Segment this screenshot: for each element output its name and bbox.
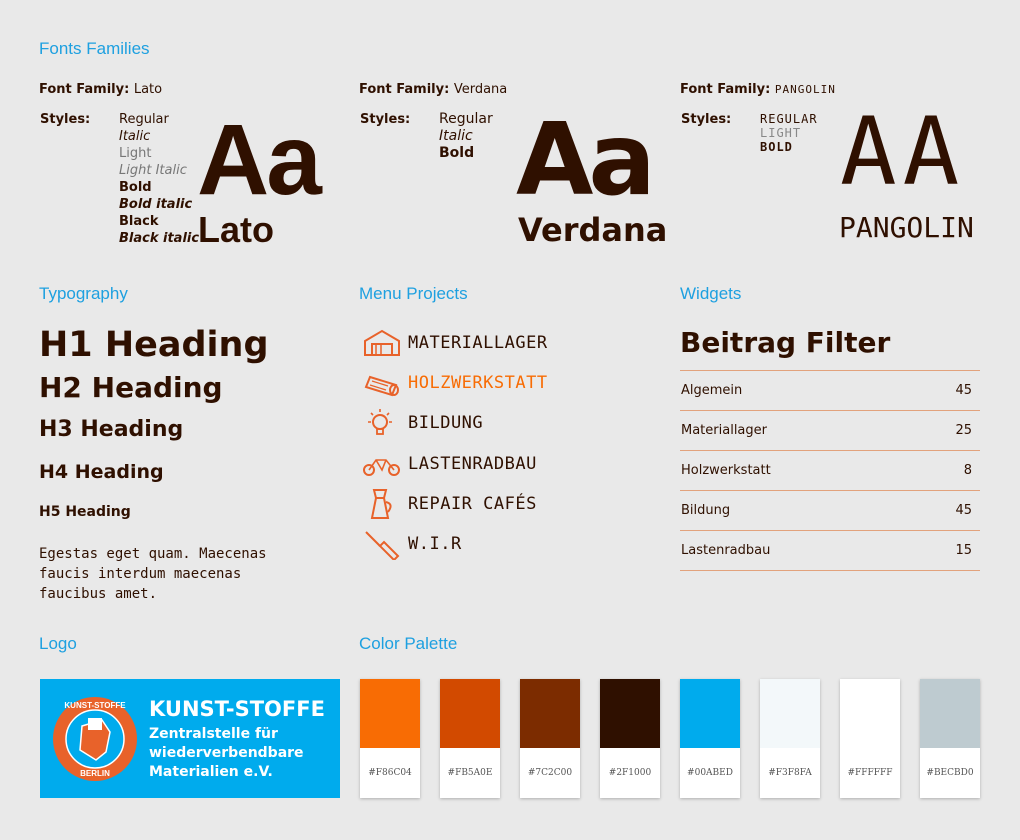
sample-aa-pangolin: AA	[840, 98, 966, 207]
h2-heading: H2 Heading	[39, 371, 223, 404]
section-title-widgets: Widgets	[680, 284, 742, 303]
style-bold: Bold	[119, 180, 152, 195]
coffee-pot-icon	[362, 488, 402, 520]
style-light: LIGHT	[760, 126, 802, 140]
screwdriver-icon	[362, 528, 402, 560]
filter-label: Materiallager	[681, 423, 767, 438]
color-swatch	[600, 679, 660, 798]
display-name-lato: Lato	[198, 209, 274, 250]
filter-row[interactable]	[680, 371, 980, 411]
filter-label: Lastenradbau	[681, 543, 771, 558]
logo-title: KUNST-STOFFE	[149, 697, 325, 721]
svg-text:KUNST-STOFFE: KUNST-STOFFE	[64, 701, 126, 710]
styles-label-verdana: Styles:	[360, 112, 411, 127]
style-light-italic: Light Italic	[119, 163, 187, 178]
color-hex: #F3F8FA	[768, 768, 812, 778]
color-hex: #FB5A0E	[447, 768, 493, 778]
h1-heading: H1 Heading	[39, 325, 269, 365]
font-family-label-lato: Font Family: Lato	[39, 82, 163, 97]
h3-heading: H3 Heading	[39, 417, 184, 442]
color-hex: #00ABED	[687, 768, 733, 778]
section-title-fonts: Fonts Families	[39, 39, 150, 58]
menu-label: REPAIR CAFÉS	[408, 494, 537, 514]
filter-row[interactable]	[680, 411, 980, 451]
styles-label-pangolin: Styles:	[681, 112, 732, 127]
menu-item-wir[interactable]	[362, 528, 462, 560]
filter-count: 8	[963, 463, 972, 478]
sample-aa-verdana: Aa	[516, 101, 651, 218]
filter-row[interactable]	[680, 491, 980, 531]
style-regular: REGULAR	[760, 112, 818, 126]
logo	[40, 679, 340, 798]
filter-count: 45	[955, 383, 972, 398]
color-hex: #F86C04	[368, 768, 412, 778]
display-name-pangolin: PANGOLIN	[839, 211, 974, 244]
filter-label: Algemein	[681, 383, 743, 398]
logo-subtitle: Zentralstelle für wiederverbendbare Materialien e.V.	[149, 726, 304, 780]
color-swatch	[440, 679, 500, 798]
sample-aa-lato: Aa	[197, 104, 319, 216]
section-title-palette: Color Palette	[359, 634, 458, 653]
h4-heading: H4 Heading	[39, 461, 164, 483]
style-bold-italic: Bold italic	[119, 197, 193, 212]
menu-label: LASTENRADBAU	[408, 454, 537, 474]
section-title-logo: Logo	[39, 634, 77, 653]
style-italic: Italic	[119, 129, 151, 144]
menu-label: W.I.R	[408, 534, 462, 554]
color-hex: #7C2C00	[527, 768, 573, 778]
color-swatch	[680, 679, 740, 798]
style-list-pangolin	[760, 112, 818, 154]
color-swatch	[360, 679, 420, 798]
color-swatch	[840, 679, 900, 798]
section-title-typography: Typography	[39, 284, 128, 303]
style-list-verdana	[439, 111, 493, 162]
lightbulb-icon	[362, 407, 402, 439]
body-text: Egestas eget quam. Maecenas faucis interdum maecenas faucibus amet.	[39, 546, 267, 602]
style-regular: Regular	[439, 111, 493, 127]
color-hex: #BECBD0	[926, 768, 974, 778]
h5-heading: H5 Heading	[39, 504, 131, 520]
menu-label: MATERIALLAGER	[408, 333, 548, 353]
menu-item-holzwerkstatt[interactable]	[362, 367, 548, 399]
color-swatch	[520, 679, 580, 798]
filter-label: Holzwerkstatt	[681, 463, 771, 478]
section-title-menu: Menu Projects	[359, 284, 468, 303]
filter-count: 25	[955, 423, 972, 438]
style-bold: BOLD	[760, 140, 793, 154]
filter-count: 15	[955, 543, 972, 558]
font-family-label-verdana: Font Family: Verdana	[359, 82, 508, 97]
style-italic: Italic	[439, 128, 473, 144]
color-hex: #2F1000	[608, 768, 652, 778]
style-black-italic: Black italic	[119, 231, 200, 246]
menu-item-bildung[interactable]	[362, 407, 483, 439]
filter-row[interactable]	[680, 451, 980, 491]
font-family-label-pangolin: Font Family: PANGOLIN	[680, 82, 836, 97]
menu-label: HOLZWERKSTATT	[408, 373, 548, 393]
filter-label: Bildung	[681, 503, 731, 518]
color-hex: #FFFFFF	[847, 768, 893, 778]
filter-row[interactable]	[680, 531, 980, 571]
log-icon	[362, 367, 402, 399]
menu-label: BILDUNG	[408, 413, 484, 433]
styles-label-lato: Styles:	[40, 112, 91, 127]
menu-item-repair-cafes[interactable]	[362, 488, 537, 520]
color-swatch	[920, 679, 980, 798]
widget-title: Beitrag Filter	[680, 326, 891, 359]
style-regular: Regular	[119, 112, 169, 127]
svg-text:BERLIN: BERLIN	[80, 769, 110, 778]
display-name-verdana: Verdana	[518, 211, 668, 249]
menu-item-lastenradbau[interactable]	[362, 448, 537, 480]
style-bold: Bold	[439, 145, 475, 161]
cargo-bike-icon	[362, 448, 402, 480]
logo-emblem-icon	[52, 696, 138, 782]
style-list-lato	[119, 111, 199, 247]
filter-count: 45	[955, 503, 972, 518]
filter-list	[680, 370, 980, 571]
color-swatch	[760, 679, 820, 798]
style-light: Light	[119, 146, 152, 161]
menu-item-materiallager[interactable]	[362, 327, 548, 359]
style-black: Black	[119, 214, 159, 229]
warehouse-icon	[362, 327, 402, 359]
